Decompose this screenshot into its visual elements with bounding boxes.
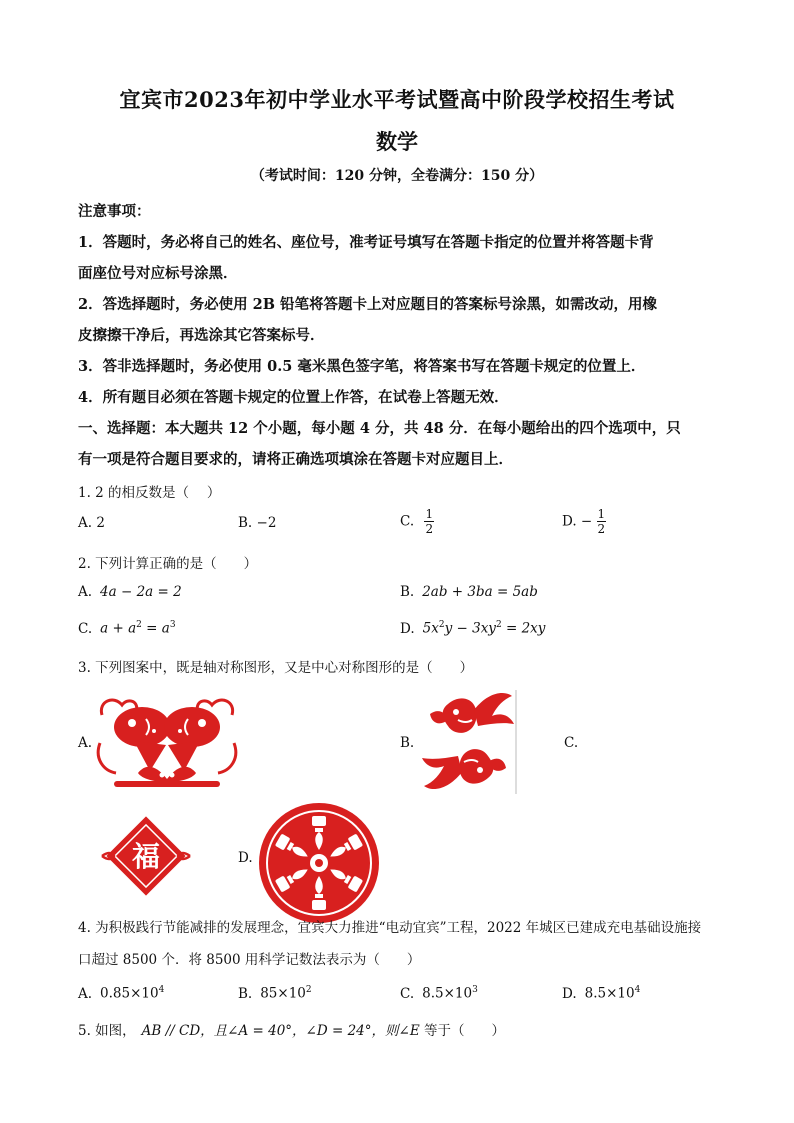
q5-stem-math: AB // CD，且∠A = 40°，∠D = 24°，则∠E: [141, 1023, 420, 1039]
q4-option-d: [562, 985, 640, 1002]
note-3: 3．答非选择题时，务必使用 0.5 毫米黑色签字笔，将答案书写在答题卡规定的位置上．: [78, 358, 646, 375]
section1-line1: 一、选择题：本大题共 12 个小题，每小题 4 分，共 48 分．在每小题给出的四个选项中，只: [78, 420, 681, 437]
q4-option-c: [400, 985, 478, 1002]
q4-a-base: 0.85×10: [100, 985, 159, 1002]
q3-option-c-label: C.: [564, 735, 579, 751]
subject-title: 数学: [376, 129, 418, 154]
q3-figure-d-round-papercut: [258, 802, 380, 924]
q2-c-part1: a + a: [100, 620, 137, 637]
q2-d-exp2: 2: [495, 620, 502, 630]
q2-option-d: [400, 620, 545, 637]
q4-stem-line2: 口超过 8500 个．将 8500 用科学记数法表示为（ ）: [78, 952, 421, 968]
q2-c-label: C.: [78, 620, 93, 637]
q1-d-numerator: 1: [597, 507, 606, 521]
q5-stem: [78, 1019, 505, 1039]
q2-option-a: [78, 584, 182, 600]
q1-c-denominator: 2: [425, 522, 434, 536]
q3-stem: 3. 下列图案中，既是轴对称图形，又是中心对称图形的是（ ）: [78, 660, 474, 676]
q4-stem-line1: 4. 为积极践行节能减排的发展理念，宜宾大力推进“电动宜宾”工程，2022 年城区已建成充电基础设施接: [78, 920, 702, 936]
q2-option-b: [400, 584, 538, 600]
q3-option-b-label: B.: [400, 735, 415, 751]
q1-option-c: [400, 507, 434, 536]
q4-c-label: C.: [400, 985, 415, 1002]
q2-c-exp2: 3: [169, 620, 176, 630]
note-4: 4．所有题目必须在答题卡规定的位置上作答，在试卷上答题无效．: [78, 389, 509, 406]
note-1a: 1．答题时，务必将自己的姓名、座位号，准考证号填写在答题卡指定的位置并将答题卡背: [78, 234, 654, 251]
q3-figure-b-goldfish-papercut: [418, 686, 518, 796]
q1-d-denominator: 2: [597, 522, 606, 536]
q2-b-expr: 2ab + 3ba = 5ab: [422, 584, 538, 600]
q2-stem: 2. 下列计算正确的是（ ）: [78, 556, 258, 572]
q4-option-a: [78, 985, 164, 1002]
q4-d-exp: 4: [634, 985, 641, 995]
q4-option-b: [238, 985, 312, 1002]
q1-option-d-label: D. −: [562, 513, 593, 530]
q4-c-exp: 3: [472, 985, 478, 995]
page-title: 宜宾市2023年初中学业水平考试暨高中阶段学校招生考试: [119, 87, 675, 112]
q1-c-numerator: 1: [425, 507, 434, 521]
q2-c-part2: = a: [141, 620, 170, 637]
q2-d-part2: y − 3xy: [444, 620, 496, 637]
exam-info: （考试时间：120 分钟，全卷满分：150 分）: [250, 168, 544, 184]
q2-d-part3: = 2xy: [501, 620, 546, 637]
q2-option-c: [78, 620, 176, 637]
q2-d-label: D.: [400, 620, 415, 637]
q4-d-base: 8.5×10: [584, 985, 635, 1002]
q5-stem-prefix: 5. 如图，: [78, 1023, 136, 1039]
q4-b-exp: 2: [305, 985, 312, 995]
q4-b-label: B.: [238, 985, 253, 1002]
q1-option-c-fraction: [424, 507, 434, 536]
note-2a: 2．答选择题时，务必使用 2B 铅笔将答题卡上对应题目的答案标号涂黑，如需改动，用橡: [78, 296, 658, 313]
q4-a-label: A.: [78, 985, 93, 1002]
fu-character: 福: [131, 840, 161, 873]
q4-c-base: 8.5×10: [422, 985, 473, 1002]
q2-d-exp1: 2: [438, 620, 445, 630]
q1-option-b: B. −2: [238, 515, 277, 531]
q1-stem: 1. 2 的相反数是（ ）: [78, 485, 221, 501]
q1-option-d: [562, 507, 606, 536]
q4-a-exp: 4: [158, 985, 165, 995]
q5-stem-suffix: 等于（ ）: [419, 1023, 505, 1039]
note-1b: 面座位号对应标号涂黑．: [78, 265, 238, 282]
section1-line2: 有一项是符合题目要求的，请将正确选项填涂在答题卡对应题目上．: [78, 451, 513, 468]
q1-option-d-fraction: [597, 507, 607, 536]
q3-figure-a-fish-papercut: [94, 693, 240, 789]
q3-figure-c-fu-papercut: [100, 810, 192, 902]
note-2b: 皮擦擦干净后，再选涂其它答案标号．: [78, 327, 325, 344]
q2-b-label: B.: [400, 584, 415, 600]
notes-heading: 注意事项：: [78, 203, 151, 220]
q2-c-exp1: 2: [136, 620, 142, 630]
q3-option-d-label: D.: [238, 850, 253, 866]
q1-option-a: A. 2: [78, 515, 105, 531]
q4-b-base: 85×10: [260, 985, 306, 1002]
q2-d-part1: 5x: [422, 620, 439, 637]
q3-option-a-label: A.: [78, 735, 93, 751]
q4-d-label: D.: [562, 985, 577, 1002]
q2-a-label: A.: [78, 584, 93, 600]
q2-a-expr: 4a − 2a = 2: [100, 584, 182, 600]
q1-option-c-label: C.: [400, 513, 415, 530]
